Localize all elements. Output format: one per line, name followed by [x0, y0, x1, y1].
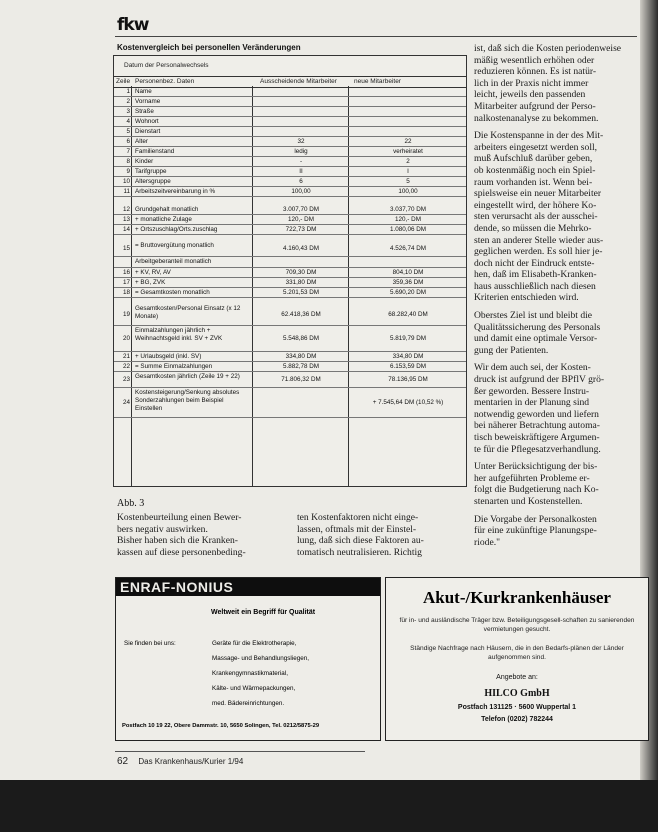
- ad-offer: Angebote an:: [496, 674, 538, 681]
- row-value-leaving: 62.418,36 DM: [281, 311, 321, 318]
- article-paragraph: [297, 512, 469, 558]
- text-line: Unter Berücksichtigung der bis-: [474, 461, 598, 473]
- table-row: [114, 257, 466, 268]
- row-label: Arbeitgeberanteil monatlich: [135, 258, 212, 265]
- table-row: [114, 97, 466, 107]
- row-number: 12: [122, 206, 130, 213]
- row-label: + Ortszuschlag/Orts.zuschlag: [135, 226, 218, 233]
- article-paragraph: [474, 461, 640, 507]
- text-line: tomatisch neutralisieren. Richtig: [297, 546, 422, 558]
- row-value-new: 68.282,40 DM: [388, 311, 428, 318]
- row-value-new: 5: [406, 178, 410, 185]
- text-line: Kostenbeurteilung einen Bewer-: [117, 512, 242, 523]
- row-number: 2: [126, 98, 130, 105]
- ad-brand: ENRAF-NONIUS: [116, 578, 380, 596]
- ad-company: HILCO GmbH: [484, 688, 550, 699]
- text-line: druck ist aufgrund der BPflV grö-: [474, 374, 605, 386]
- table-subtitle: Datum der Personalwechsels: [124, 62, 209, 69]
- table-row: [114, 215, 466, 225]
- ad-intro: Sie finden bei uns:: [124, 640, 176, 647]
- row-number: 14: [122, 226, 130, 233]
- row-value-new: 2: [406, 158, 410, 165]
- row-label: Straße: [135, 108, 154, 115]
- enraf-nonius-advertisement: [115, 577, 381, 741]
- text-line: geglichen werden. Es soll hier je-: [474, 246, 603, 258]
- row-label: Altersgruppe: [135, 178, 171, 185]
- table-row: [114, 117, 466, 127]
- header-rule: [115, 36, 637, 37]
- journal-name: Das Krankenhaus/Kurier 1/94: [138, 757, 244, 766]
- text-line: für eine zukünftige Planungspe-: [474, 525, 597, 537]
- row-number: 6: [126, 138, 130, 145]
- ad-phone: Telefon (0202) 782244: [481, 716, 553, 723]
- row-value-leaving: 5.548,86 DM: [282, 335, 320, 342]
- text-line: lassen, oftmals mit der Einstel-: [297, 523, 417, 535]
- row-value-leaving: 3.007,70 DM: [282, 206, 320, 213]
- row-number: 7: [126, 148, 130, 155]
- ad-postbox: Postfach 131125 · 5600 Wuppertal 1: [457, 704, 577, 711]
- ad-product: Massage- und Behandlungsliegen,: [212, 655, 309, 662]
- row-value-leaving: 120,- DM: [288, 216, 314, 223]
- table-row: [114, 304, 466, 326]
- row-value-leaving: 5.882,78 DM: [282, 363, 320, 370]
- row-number: 23: [122, 376, 130, 383]
- row-value-leaving: 4.160,43 DM: [282, 245, 320, 252]
- table-subtitle-row: [114, 56, 466, 77]
- article-paragraph: [474, 362, 640, 455]
- table-title: Kostenvergleich bei personellen Veränderungen: [117, 43, 301, 52]
- text-line: Wir dem auch sei, der Kosten-: [474, 362, 591, 374]
- row-number: 20: [122, 335, 130, 342]
- row-value-new: 4.526,74 DM: [389, 245, 427, 252]
- row-value-new: 334,80 DM: [392, 353, 424, 360]
- footer-rule: [115, 751, 365, 752]
- table-row: [114, 187, 466, 197]
- table-row: [114, 157, 466, 167]
- row-label: Dienstart: [135, 128, 161, 135]
- row-value-leaving: 331,80 DM: [285, 279, 317, 286]
- article-paragraph: [474, 514, 640, 549]
- row-number: 5: [126, 128, 130, 135]
- row-number: 10: [122, 178, 130, 185]
- ad-address: Postfach 10 19 22, Obere Dammstr. 10, 5650 Solingen, Tel. 0212/5875-29: [122, 723, 320, 729]
- row-number: 16: [122, 269, 130, 276]
- row-value-new: 359,36 DM: [392, 279, 424, 286]
- row-label: = Gesamtkosten monatlich: [135, 289, 210, 296]
- text-line: mentarien in der Planung sind: [474, 397, 590, 409]
- row-value-new: 5.690,20 DM: [389, 289, 427, 296]
- text-line: doch nicht der Eindruck entste-: [474, 257, 595, 269]
- table-row: [114, 137, 466, 147]
- row-label: Vorname: [135, 98, 161, 105]
- row-label: Grundgehalt monatlich: [135, 206, 199, 213]
- row-number: 24: [122, 399, 130, 406]
- text-line: riode.": [474, 536, 501, 548]
- table-row: [114, 107, 466, 117]
- row-number: 21: [122, 353, 130, 360]
- row-label: Einmalzahlungen jährlich + Weihnachtsgeld inkl. SV + ZVK: [135, 327, 223, 342]
- row-value-leaving: 709,30 DM: [285, 269, 317, 276]
- table-row: [114, 147, 466, 157]
- table-row: [114, 278, 466, 288]
- text-line: raum vorhanden ist. Wenn bei-: [474, 176, 593, 188]
- text-line: leicht, jeweils den passenden: [474, 89, 586, 101]
- ad-text: für in- und ausländische Träger bzw. Beteiligungsgesell-schaften zu sanierenden vermietungen gesucht.: [399, 617, 635, 633]
- row-label: + BG, ZVK: [135, 279, 166, 286]
- row-number: 15: [122, 245, 130, 252]
- text-line: lich in der Praxis nicht immer: [474, 77, 589, 89]
- article-paragraph: [474, 130, 640, 304]
- text-line: gung der Patienten.: [474, 344, 549, 356]
- row-value-leaving: ledig: [294, 148, 308, 155]
- row-label: Arbeitszeitvereinbarung in %: [135, 188, 216, 195]
- text-line: tisch beweiskräftigere Argumen-: [474, 432, 600, 443]
- text-line: Kriterien entschieden wird.: [474, 292, 579, 304]
- text-line: Qualitätssicherung des Personals: [474, 321, 601, 333]
- row-value-new: 5.819,79 DM: [389, 335, 427, 342]
- ad-product: Geräte für die Elektrotherapie,: [212, 640, 297, 647]
- row-divider: [114, 196, 466, 197]
- table-row: [114, 177, 466, 187]
- table-row: [114, 326, 466, 352]
- ad-product: med. Bädereinrichtungen.: [212, 700, 285, 707]
- text-line: hen, daß im Elisabeth-Kranken-: [474, 269, 597, 281]
- table-row: [114, 87, 466, 97]
- row-number: 11: [123, 188, 130, 195]
- row-label: Gesamtkosten jährlich (Zeile 19 + 22): [135, 373, 240, 380]
- table-row: [114, 268, 466, 278]
- text-line: nalkostenanalyse zu bekommen.: [474, 112, 599, 124]
- table-row: [114, 388, 466, 418]
- text-line: reduzieren können. Es ist natür-: [474, 66, 597, 78]
- text-line: Bisher haben sich die Kranken-: [117, 535, 238, 547]
- ad-text: Ständige Nachfrage nach Häusern, die in den Bedarfs-plänen der Länder aufgenommen sind.: [410, 645, 624, 661]
- ad-slogan: Weltweit ein Begriff für Qualität: [211, 609, 316, 616]
- page-footer: [117, 756, 243, 767]
- row-label: = Summe Einmalzahlungen: [135, 363, 213, 370]
- row-label: Gesamtkosten/Personal Einsatz (x 12 Monate): [135, 305, 241, 320]
- row-value-new: 1.080,06 DM: [389, 226, 427, 233]
- article-column-left: [117, 512, 289, 564]
- text-line: ten Kostenfaktoren nicht einge-: [297, 512, 419, 523]
- row-number: 8: [126, 158, 130, 165]
- text-line: bei näherer Betrachtung automa-: [474, 420, 600, 432]
- row-number: 13: [122, 216, 130, 223]
- row-value-leaving: -: [299, 158, 303, 165]
- text-line: folgt die Budgetierung nach Ko-: [474, 484, 599, 496]
- row-label: Alter: [135, 138, 148, 145]
- row-value-leaving: 71.806,32 DM: [281, 376, 321, 383]
- text-line: her aufgeführten Probleme er-: [474, 472, 590, 484]
- row-value-new: 100,00: [398, 188, 418, 195]
- row-value-leaving: 32: [297, 138, 305, 145]
- header-zeile: Zeile: [116, 78, 131, 85]
- row-number: 17: [122, 279, 130, 286]
- row-label: + KV, RV, AV: [135, 269, 171, 276]
- text-line: bers negativ auswirken.: [117, 523, 208, 535]
- text-line: stenarten und Kostenstellen.: [474, 495, 583, 507]
- page-number: 62: [117, 756, 129, 767]
- article-paragraph: [474, 43, 640, 124]
- row-value-leaving: 334,80 DM: [285, 353, 317, 360]
- text-line: kassen auf diese personenbeding-: [117, 546, 246, 558]
- cost-comparison-table: [113, 55, 467, 487]
- row-number: 4: [126, 118, 130, 125]
- table-row: [114, 241, 466, 257]
- text-line: ßer geworden. Bessere Instru-: [474, 385, 590, 397]
- ad-product: Kälte- und Wärmepackungen,: [212, 685, 296, 692]
- row-number: 1: [126, 88, 130, 95]
- header-leaving: Ausscheidende Mitarbeiter: [260, 78, 337, 85]
- row-value-new: 22: [404, 138, 412, 145]
- row-value-new: 3.037,70 DM: [389, 206, 427, 213]
- row-label: Name: [135, 88, 152, 95]
- text-line: Oberstes Ziel ist und bleibt die: [474, 310, 593, 322]
- text-line: mäßig wesentlich erhöhen oder: [474, 54, 595, 66]
- row-number: 22: [122, 363, 130, 370]
- text-line: Die Vorgabe der Personalkosten: [474, 513, 597, 525]
- text-line: spielsweise ein neuer Mitarbeiter: [474, 188, 602, 200]
- row-value-leaving: 6: [299, 178, 303, 185]
- article-column-middle: [297, 512, 469, 564]
- table-row: [114, 352, 466, 362]
- table-row: [114, 372, 466, 388]
- row-value-new: 78.136,95 DM: [388, 376, 428, 383]
- text-line: muß Aufschluß darüber geben,: [474, 153, 593, 165]
- text-line: notwendig geworden und liefern: [474, 408, 599, 420]
- row-value-leaving: 5.201,53 DM: [282, 289, 320, 296]
- row-divider: [114, 417, 466, 418]
- text-line: sten verursacht als der ausschei-: [474, 211, 598, 223]
- row-label: Tarifgruppe: [135, 168, 167, 175]
- header-new: neue Mitarbeiter: [354, 78, 401, 85]
- row-value-new: 6.153,59 DM: [389, 363, 427, 370]
- table-row: [114, 205, 466, 215]
- row-value-leaving: 100,00: [291, 188, 311, 195]
- text-line: te für die Pflegesatzverhandlung.: [474, 443, 601, 455]
- row-value-new: + 7.545,64 DM (10,52 %): [372, 399, 444, 406]
- table-row: [114, 127, 466, 137]
- text-line: Die Kostenspanne in der des Mit-: [474, 130, 604, 142]
- text-line: Mitarbeiter aufgrund der Perso-: [474, 100, 596, 112]
- text-line: ob kostenmäßig noch ein Spiel-: [474, 164, 596, 176]
- row-label: + monatliche Zulage: [135, 216, 192, 223]
- row-number: 19: [122, 311, 130, 318]
- row-value-new: 804,10 DM: [392, 269, 424, 276]
- table-row: [114, 288, 466, 298]
- text-line: und damit eine optimale Versor-: [474, 333, 598, 345]
- row-label: + Urlaubsgeld (inkl. SV): [135, 353, 202, 360]
- text-line: ist, daß sich die Kosten periodenweise: [474, 43, 622, 54]
- row-divider: [114, 297, 466, 298]
- row-label: Familienstand: [135, 148, 175, 155]
- row-value-leaving: 722,73 DM: [285, 226, 317, 233]
- row-label: Kinder: [135, 158, 154, 165]
- article-paragraph: [474, 310, 640, 356]
- ad-title: Akut-/Kurkrankenhäuser: [423, 588, 611, 607]
- text-line: lung, daß sich diese Faktoren au-: [297, 535, 424, 547]
- text-line: dende, so müssen die Mehrko-: [474, 222, 592, 234]
- article-paragraph: [117, 512, 289, 558]
- text-line: sten an anderer Stelle wieder aus-: [474, 234, 604, 246]
- table-row: [114, 225, 466, 235]
- row-number: 18: [122, 289, 130, 296]
- row-label: = Bruttovergütung monatlich: [135, 242, 214, 249]
- row-divider: [114, 234, 466, 235]
- row-number: 3: [126, 108, 130, 115]
- figure-caption: Abb. 3: [117, 498, 145, 509]
- row-value-new: verheiratet: [393, 148, 423, 155]
- article-column-right: [474, 43, 640, 554]
- row-label: Wohnort: [135, 118, 159, 125]
- text-line: haus ausschließlich nach diesen: [474, 280, 596, 292]
- table-row: [114, 167, 466, 177]
- row-value-new: 120,- DM: [395, 216, 421, 223]
- text-line: eingestellt wird, der höhere Ko-: [474, 199, 597, 211]
- row-label: Kostensteigerung/Senkung absolutes Sonderzahlungen beim Beispiel Einstellen: [135, 389, 240, 412]
- magazine-logo: fkw: [117, 15, 149, 35]
- row-value-leaving: II: [299, 168, 303, 175]
- ad-product: Krankengymnastikmaterial,: [212, 670, 288, 677]
- row-value-new: I: [407, 168, 409, 175]
- row-number: 9: [126, 168, 130, 175]
- header-person: Personenbez. Daten: [135, 78, 195, 85]
- text-line: arbeiters eingesetzt werden soll,: [474, 141, 598, 153]
- table-row: [114, 362, 466, 372]
- hilco-advertisement: [385, 577, 649, 741]
